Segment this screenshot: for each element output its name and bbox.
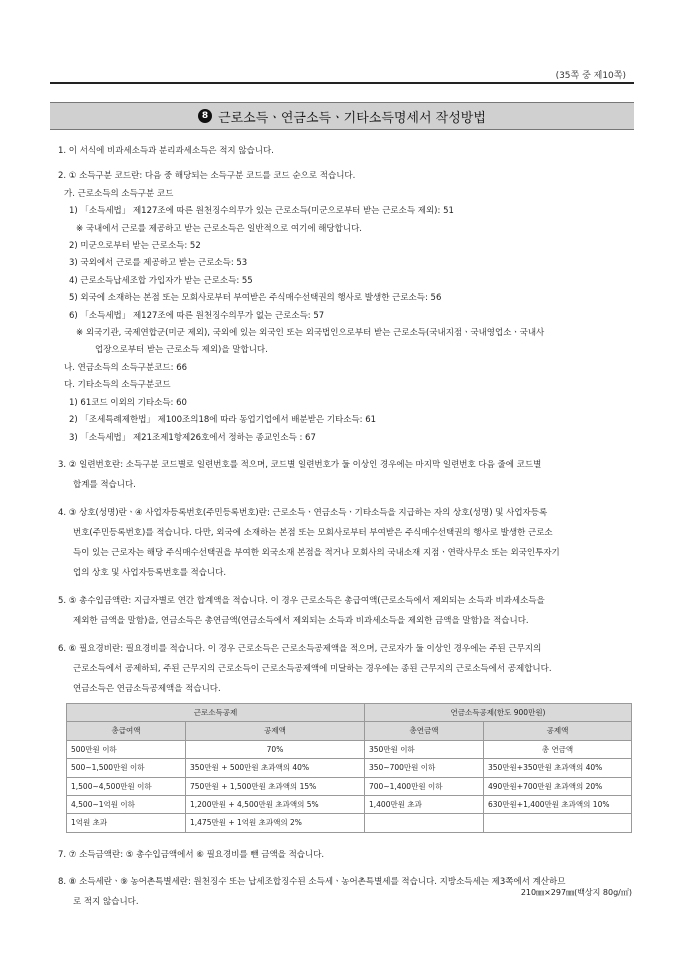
top-rule: [50, 82, 634, 84]
item-2-c-1: 1) 61코드 이외의 기타소득: 60: [69, 397, 187, 408]
item-8-line: 로 적지 않습니다.: [73, 897, 139, 908]
item-5: [58, 591, 632, 631]
item-6-line: 6. ⑥ 필요경비란: 필요경비를 적습니다. 이 경우 근로소득은 근로소득공제액을 적으며, 근로자가 둘 이상인 경우에는 주된 근무지의: [58, 643, 542, 654]
table-cell: 1억원 초과: [67, 814, 186, 832]
table-cell: 4,500~1억원 이하: [67, 795, 186, 813]
table-cell: 70%: [186, 740, 365, 758]
table-column-header-row: [67, 722, 632, 740]
page-number: (35쪽 중 제10쪽): [555, 71, 626, 81]
item-3-line: 합계를 적습니다.: [73, 479, 136, 490]
table-cell: 350만원+350만원 초과액의 40%: [484, 759, 632, 777]
table-cell: 350~700만원 이하: [365, 759, 484, 777]
item-4-line: 득이 있는 근로자는 해당 주식매수선택권을 부여한 외국소재 본점을 적거나 모회사의 국내소재 지점ㆍ연락사무소 또는 외국인투자기: [73, 547, 560, 558]
item-4-line: 4. ③ 상호(성명)란ㆍ④ 사업자등록번호(주민등록번호)란: 근로소득ㆍ연금소득ㆍ기타소득을 지급하는 자의 상호(성명) 및 사업자등록: [58, 507, 548, 518]
table-cell: 1,475만원 + 1억원 초과액의 2%: [186, 814, 365, 832]
paper-spec-footer: 210㎜×297㎜(백상지 80g/㎡): [520, 888, 632, 897]
item-2-sub-a-heading: 가. 근로소득의 소득구분 코드: [64, 188, 174, 199]
table-cell: [484, 814, 632, 832]
item-6-line: 연금소득은 연금소득공제액을 적습니다.: [73, 683, 221, 694]
item-5-line: 5. ⑤ 총수입금액란: 지급자별로 연간 합계액을 적습니다. 이 경우 근로소득은 총급여액(근로소득에서 제외되는 소득과 비과세소득을: [58, 595, 545, 606]
table-cell: 350만원 + 500만원 초과액의 40%: [186, 759, 365, 777]
item-2-sub-b: 나. 연금소득의 소득구분코드: 66: [64, 362, 188, 373]
item-5-line: 제외한 금액을 말함)을, 연금소득은 총연금액(연금소득에서 제외되는 소득과 비과세소득을 제외한 금액을 말함)을 적습니다.: [73, 615, 529, 626]
title-number-badge: 8: [198, 109, 212, 123]
item-2-c-2: 2) 「조세특례제한법」 제100조의18에 따라 동업기업에서 배분받은 기타소득: 61: [69, 415, 377, 426]
item-4-line: 업의 상호 및 사업자등록번호를 적습니다.: [73, 567, 227, 578]
item-4-line: 번호(주민등록번호)를 적습니다. 다만, 외국에 소재하는 본점 또는 모회사로부터 부여받은 주식매수선택권의 행사로 발생한 근로소: [73, 527, 553, 538]
item-4: [58, 503, 632, 583]
section-title: 근로소득ㆍ연금소득ㆍ기타소득명세서 작성방법: [218, 110, 486, 126]
table-cell: 1,200만원 + 4,500만원 초과액의 5%: [186, 795, 365, 813]
item-3-line: 3. ② 일련번호란: 소득구분 코드별로 일련번호를 적으며, 코드별 일련번호가 둘 이상인 경우에는 마지막 일련번호 다음 줄에 코드별: [58, 459, 542, 470]
col-header-total-salary: 총급여액: [67, 722, 186, 740]
item-2-a-1-note: ※ 국내에서 근로를 제공하고 받는 근로소득은 일반적으로 여기에 해당합니다.: [76, 223, 362, 234]
table-row: [67, 814, 632, 832]
table-cell: [365, 814, 484, 832]
item-2-a-5: 5) 외국에 소재하는 본점 또는 모회사로부터 부여받은 주식매수선택권의 행사로 발생한 근로소득: 56: [69, 293, 442, 304]
table-cell: 1,500~4,500만원 이하: [67, 777, 186, 795]
table-group-header-row: [67, 703, 632, 721]
table-cell: 1,400만원 초과: [365, 795, 484, 813]
item-6-line: 근로소득에서 공제하되, 주된 근무지의 근로소득이 근로소득공제액에 미달하는 경우에는 종된 근무지의 근로소득에서 공제합니다.: [73, 663, 552, 674]
item-2-a-6-note-2: 업장으로부터 받는 근로소득 제외)을 말합니다.: [95, 345, 268, 356]
table-row: [67, 795, 632, 813]
group-header-pension-income: 연금소득공제(한도 900만원): [365, 703, 632, 721]
col-header-pension-deduction: 공제액: [484, 722, 632, 740]
table-row: [67, 759, 632, 777]
deduction-table: [66, 703, 632, 833]
item-2-c-3: 3) 「소득세법」 제21조제1항제26호에서 정하는 종교인소득 : 67: [69, 432, 316, 443]
table-cell: 750만원 + 1,500만원 초과액의 15%: [186, 777, 365, 795]
table-row: [67, 740, 632, 758]
item-6: [58, 639, 632, 699]
table-cell: 350만원 이하: [365, 740, 484, 758]
table-row: [67, 777, 632, 795]
item-2-a-1: 1) 「소득세법」 제127조에 따른 원천징수의무가 있는 근로소득(미군으로부터 받는 근로소득 제외): 51: [69, 206, 454, 217]
col-header-total-pension: 총연금액: [365, 722, 484, 740]
table-cell: 700~1,400만원 이하: [365, 777, 484, 795]
item-2-a-6-note-1: ※ 외국기관, 국제연합군(미군 제외), 국외에 있는 외국인 또는 외국법인으로부터 받는 근로소득(국내지점ㆍ국내영업소ㆍ국내사: [76, 328, 545, 339]
item-8-line: 8. ⑧ 소득세란ㆍ⑨ 농어촌특별세란: 원천징수 또는 납세조합징수된 소득세ㆍ농어촌특별세를 적습니다. 지방소득세는 제3쪽에서 계산하므: [58, 877, 566, 888]
item-2-sub-c-heading: 다. 기타소득의 소득구분코드: [64, 380, 171, 391]
item-2-a-4: 4) 근로소득납세조합 가입자가 받는 근로소득: 55: [69, 275, 253, 286]
instructions-body: [58, 143, 632, 912]
item-2-a-2: 2) 미군으로부터 받는 근로소득: 52: [69, 241, 201, 252]
group-header-earned-income: 근로소득공제: [67, 703, 365, 721]
item-1: 1. 이 서식에 비과세소득과 분리과세소득은 적지 않습니다.: [58, 146, 274, 156]
item-2-a-6: 6) 「소득세법」 제127조에 따른 원천징수의무가 없는 근로소득: 57: [69, 310, 325, 321]
item-2-heading: 2. ① 소득구분 코드란: 다음 중 해당되는 소득구분 코드를 코드 순으로 적습니다.: [58, 171, 356, 182]
section-title-box: [50, 102, 634, 130]
item-2-a-3: 3) 국외에서 근로를 제공하고 받는 근로소득: 53: [69, 258, 248, 269]
item-7: 7. ⑦ 소득금액란: ⑤ 총수입금액에서 ⑥ 필요경비를 뺀 금액을 적습니다.: [58, 849, 325, 860]
table-cell: 500만원 이하: [67, 740, 186, 758]
table-cell: 총 연금액: [484, 740, 632, 758]
item-3: [58, 455, 632, 495]
table-cell: 630만원+1,400만원 초과액의 10%: [484, 795, 632, 813]
table-cell: 500~1,500만원 이하: [67, 759, 186, 777]
col-header-earned-deduction: 공제액: [186, 722, 365, 740]
table-cell: 490만원+700만원 초과액의 20%: [484, 777, 632, 795]
